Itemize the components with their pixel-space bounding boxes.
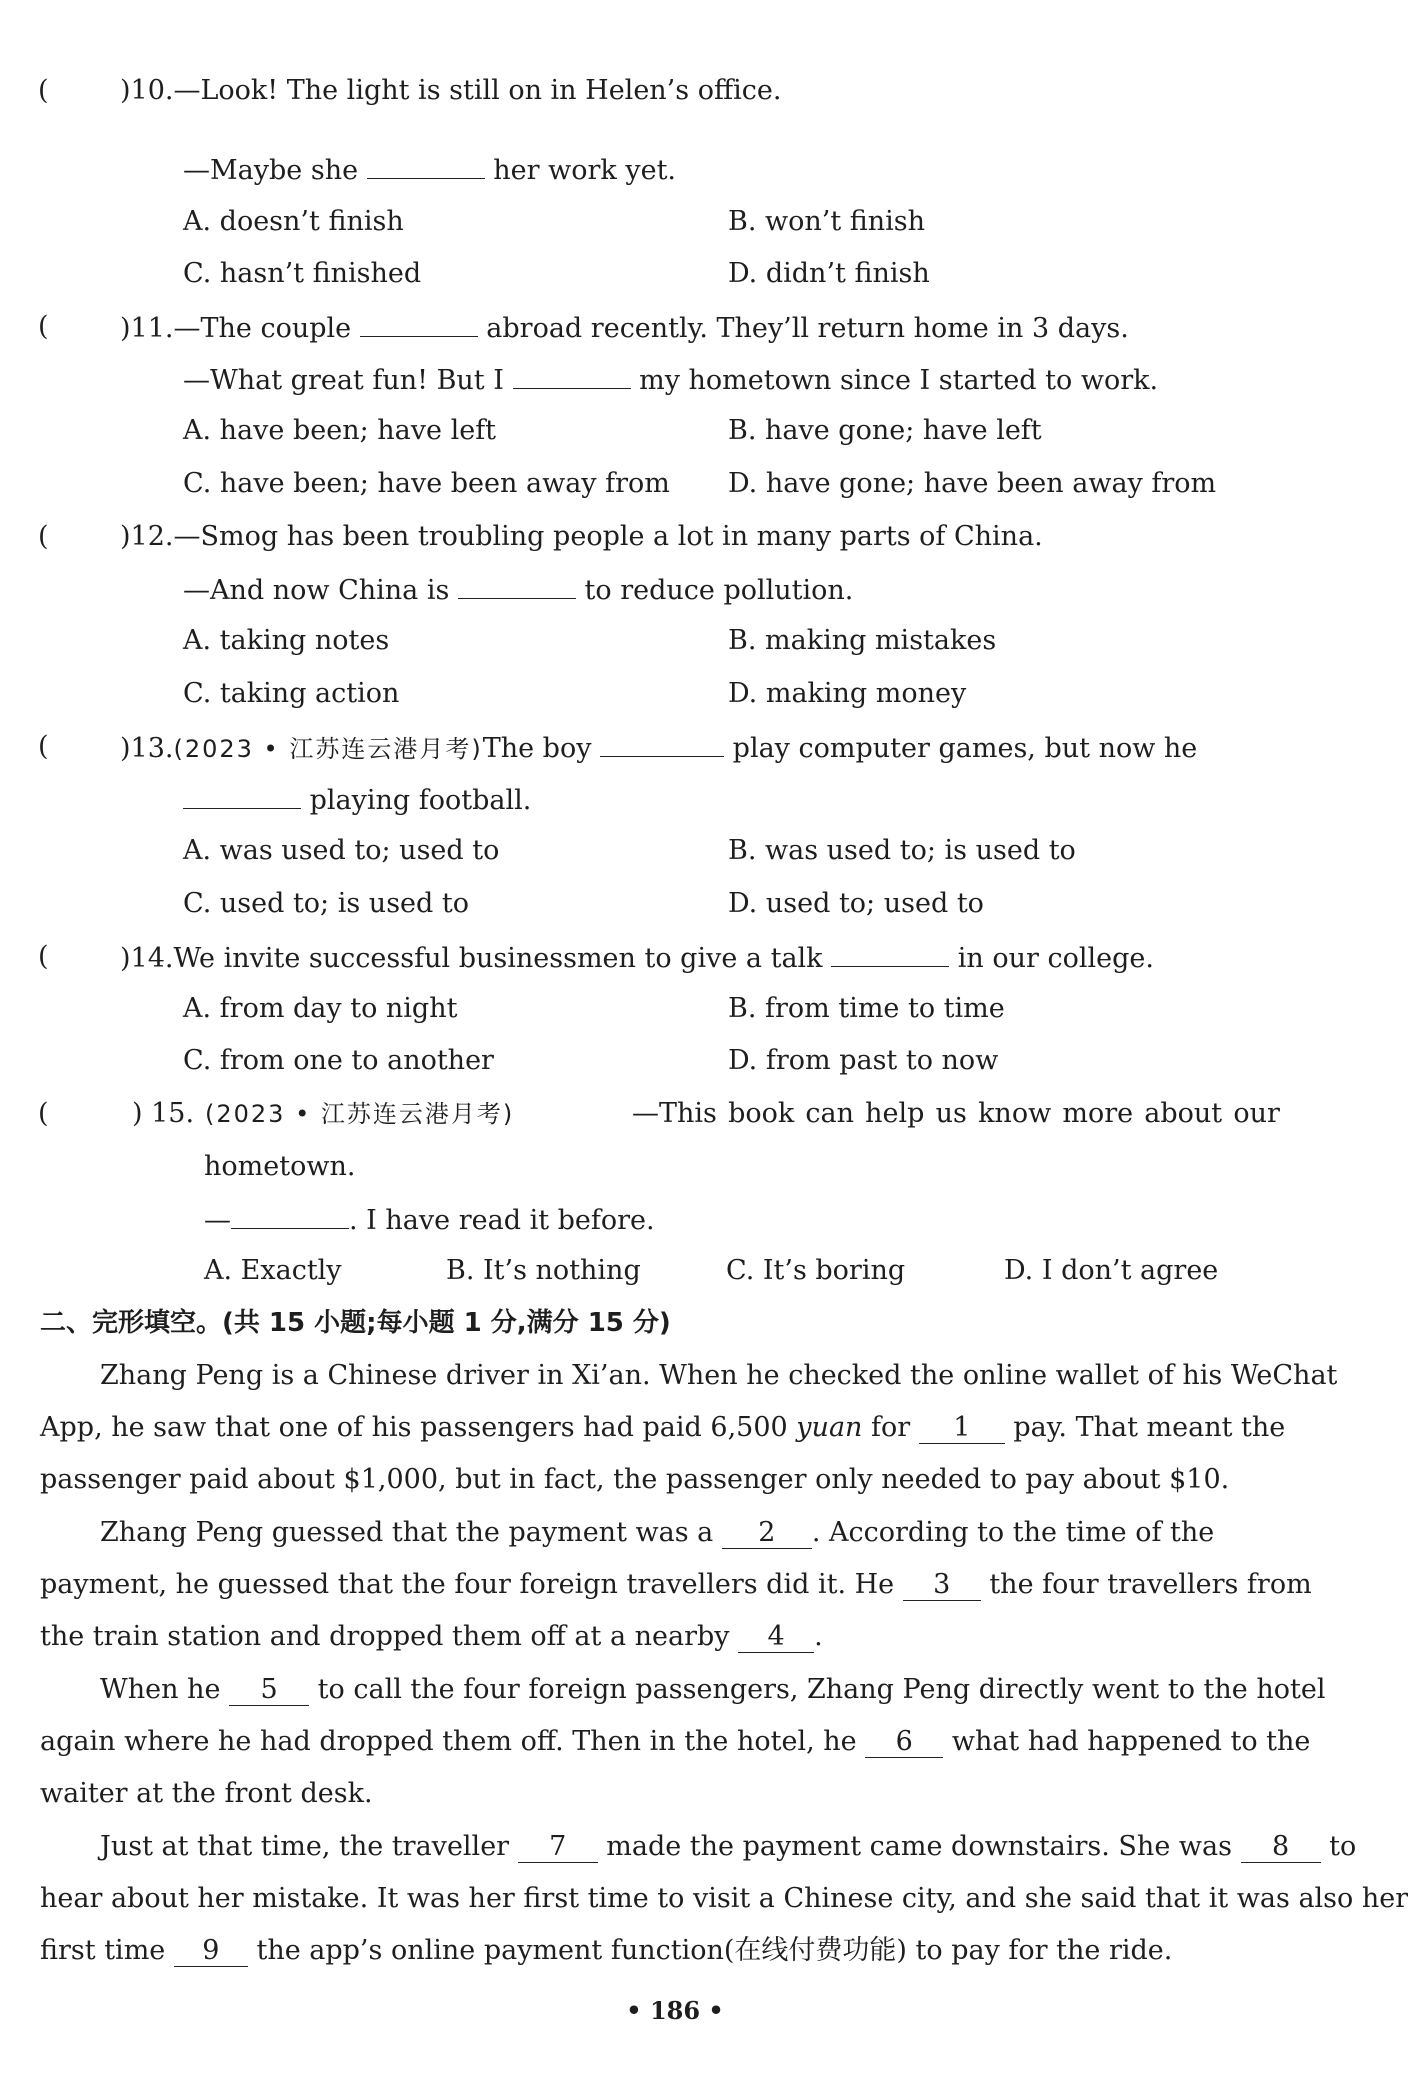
option-c: C. have been; have been away from	[183, 468, 670, 499]
option-b: B. won’t finish	[728, 206, 926, 237]
cloze-line: Just at that time, the traveller 7 made the payment came downstairs. She was 8 to	[100, 1831, 1357, 1862]
question-number: )10.	[120, 75, 174, 106]
question-12-line2: —And now China is to reduce pollution.	[183, 572, 853, 608]
answer-paren: (	[38, 75, 49, 106]
option-b: B. making mistakes	[728, 625, 997, 656]
cloze-line: again where he had dropped them off. Then in the hotel, he 6 what had happened to the	[40, 1726, 1311, 1757]
question-15-cont: hometown.	[204, 1151, 356, 1182]
option-c: C. It’s boring	[726, 1255, 906, 1286]
cloze-blank: 9	[174, 1936, 248, 1967]
page-number: • 186 •	[626, 1996, 724, 2025]
answer-paren: (	[38, 731, 49, 762]
answer-blank	[513, 362, 631, 389]
option-d: D. have gone; have been away from	[728, 468, 1217, 499]
option-d: D. didn’t finish	[728, 258, 930, 289]
question-13: )13.(2023 • 江苏连云港月考)The boy play computer games, but now he	[120, 730, 1197, 766]
answer-blank	[600, 730, 724, 757]
option-d: D. from past to now	[728, 1045, 999, 1076]
cloze-blank: 4	[738, 1622, 814, 1653]
question-11: )11.—The couple abroad recently. They’ll return home in 3 days.	[120, 310, 1129, 346]
answer-blank	[367, 152, 485, 179]
section-heading: 二、完形填空。(共 15 小题;每小题 1 分,满分 15 分)	[40, 1308, 671, 1338]
option-b: B. It’s nothing	[446, 1255, 641, 1286]
option-d: D. used to; used to	[728, 888, 984, 919]
option-a: A. have been; have left	[183, 415, 497, 446]
question-13-line2: playing football.	[183, 782, 531, 818]
question-10	[120, 74, 781, 108]
cloze-line: waiter at the front desk.	[40, 1778, 373, 1809]
cloze-blank: 6	[865, 1727, 943, 1758]
cloze-blank: 1	[919, 1413, 1005, 1444]
cloze-line: Zhang Peng guessed that the payment was a 2 . According to the time of the	[100, 1517, 1215, 1548]
option-b: B. was used to; is used to	[728, 835, 1076, 866]
answer-blank	[360, 310, 478, 337]
option-b: B. from time to time	[728, 993, 1005, 1024]
answer-blank	[231, 1202, 349, 1229]
question-15: ) 15.	[132, 1098, 195, 1129]
option-d: D. I don’t agree	[1004, 1255, 1219, 1286]
answer-blank	[183, 782, 301, 809]
answer-blank	[831, 940, 949, 967]
cloze-blank: 8	[1241, 1832, 1321, 1863]
cloze-line: first time 9 the app’s online payment function(在线付费功能) to pay for the ride.	[40, 1935, 1173, 1966]
option-a: A. from day to night	[183, 993, 458, 1024]
cloze-line: Zhang Peng is a Chinese driver in Xi’an. When he checked the online wallet of his WeChat	[100, 1360, 1338, 1391]
option-c: C. from one to another	[183, 1045, 494, 1076]
answer-paren: (	[38, 521, 49, 552]
option-c: C. taking action	[183, 678, 400, 709]
question-stem: —Look! The light is still on in Helen’s office.	[173, 75, 782, 106]
question-15-line2: — . I have read it before.	[204, 1202, 655, 1238]
answer-paren: (	[38, 1098, 49, 1129]
option-a: A. doesn’t finish	[183, 206, 404, 237]
option-a: A. taking notes	[183, 625, 390, 656]
question-14: )14.We invite successful businessmen to give a talk in our college.	[120, 940, 1154, 976]
cloze-line: passenger paid about $1,000, but in fact, the passenger only needed to pay about $10.	[40, 1464, 1230, 1495]
question-10-line2: —Maybe she her work yet.	[183, 152, 676, 188]
answer-paren: (	[38, 941, 49, 972]
answer-blank	[458, 572, 576, 599]
cloze-line: hear about her mistake. It was her first time to visit a Chinese city, and she said that it was also her	[40, 1883, 1408, 1914]
option-c: C. hasn’t finished	[183, 258, 422, 289]
option-c: C. used to; is used to	[183, 888, 470, 919]
option-d: D. making money	[728, 678, 967, 709]
cloze-blank: 3	[903, 1570, 981, 1601]
option-b: B. have gone; have left	[728, 415, 1042, 446]
question-source: (2023 • 江苏连云港月考)	[173, 735, 483, 763]
answer-paren: (	[38, 311, 49, 342]
option-a: A. Exactly	[204, 1255, 342, 1286]
question-11-line2: —What great fun! But I my hometown since I started to work.	[183, 362, 1158, 398]
question-12: )12.—Smog has been troubling people a lot in many parts of China.	[120, 521, 1043, 552]
question-15-source: (2023 • 江苏连云港月考)	[205, 1100, 515, 1128]
cloze-line: payment, he guessed that the four foreign travellers did it. He 3 the four travellers from	[40, 1569, 1312, 1600]
cloze-line: When he 5 to call the four foreign passengers, Zhang Peng directly went to the hotel	[100, 1674, 1326, 1705]
question-15-stem: —This book can help us know more about our	[632, 1098, 1280, 1129]
option-a: A. was used to; used to	[183, 835, 500, 866]
cloze-blank: 5	[229, 1675, 309, 1706]
cloze-blank: 7	[518, 1832, 598, 1863]
cloze-line: App, he saw that one of his passengers had paid 6,500 yuan for 1 pay. That meant the	[40, 1412, 1286, 1443]
cloze-blank: 2	[722, 1518, 812, 1549]
cloze-line: the train station and dropped them off at a nearby 4 .	[40, 1621, 823, 1652]
